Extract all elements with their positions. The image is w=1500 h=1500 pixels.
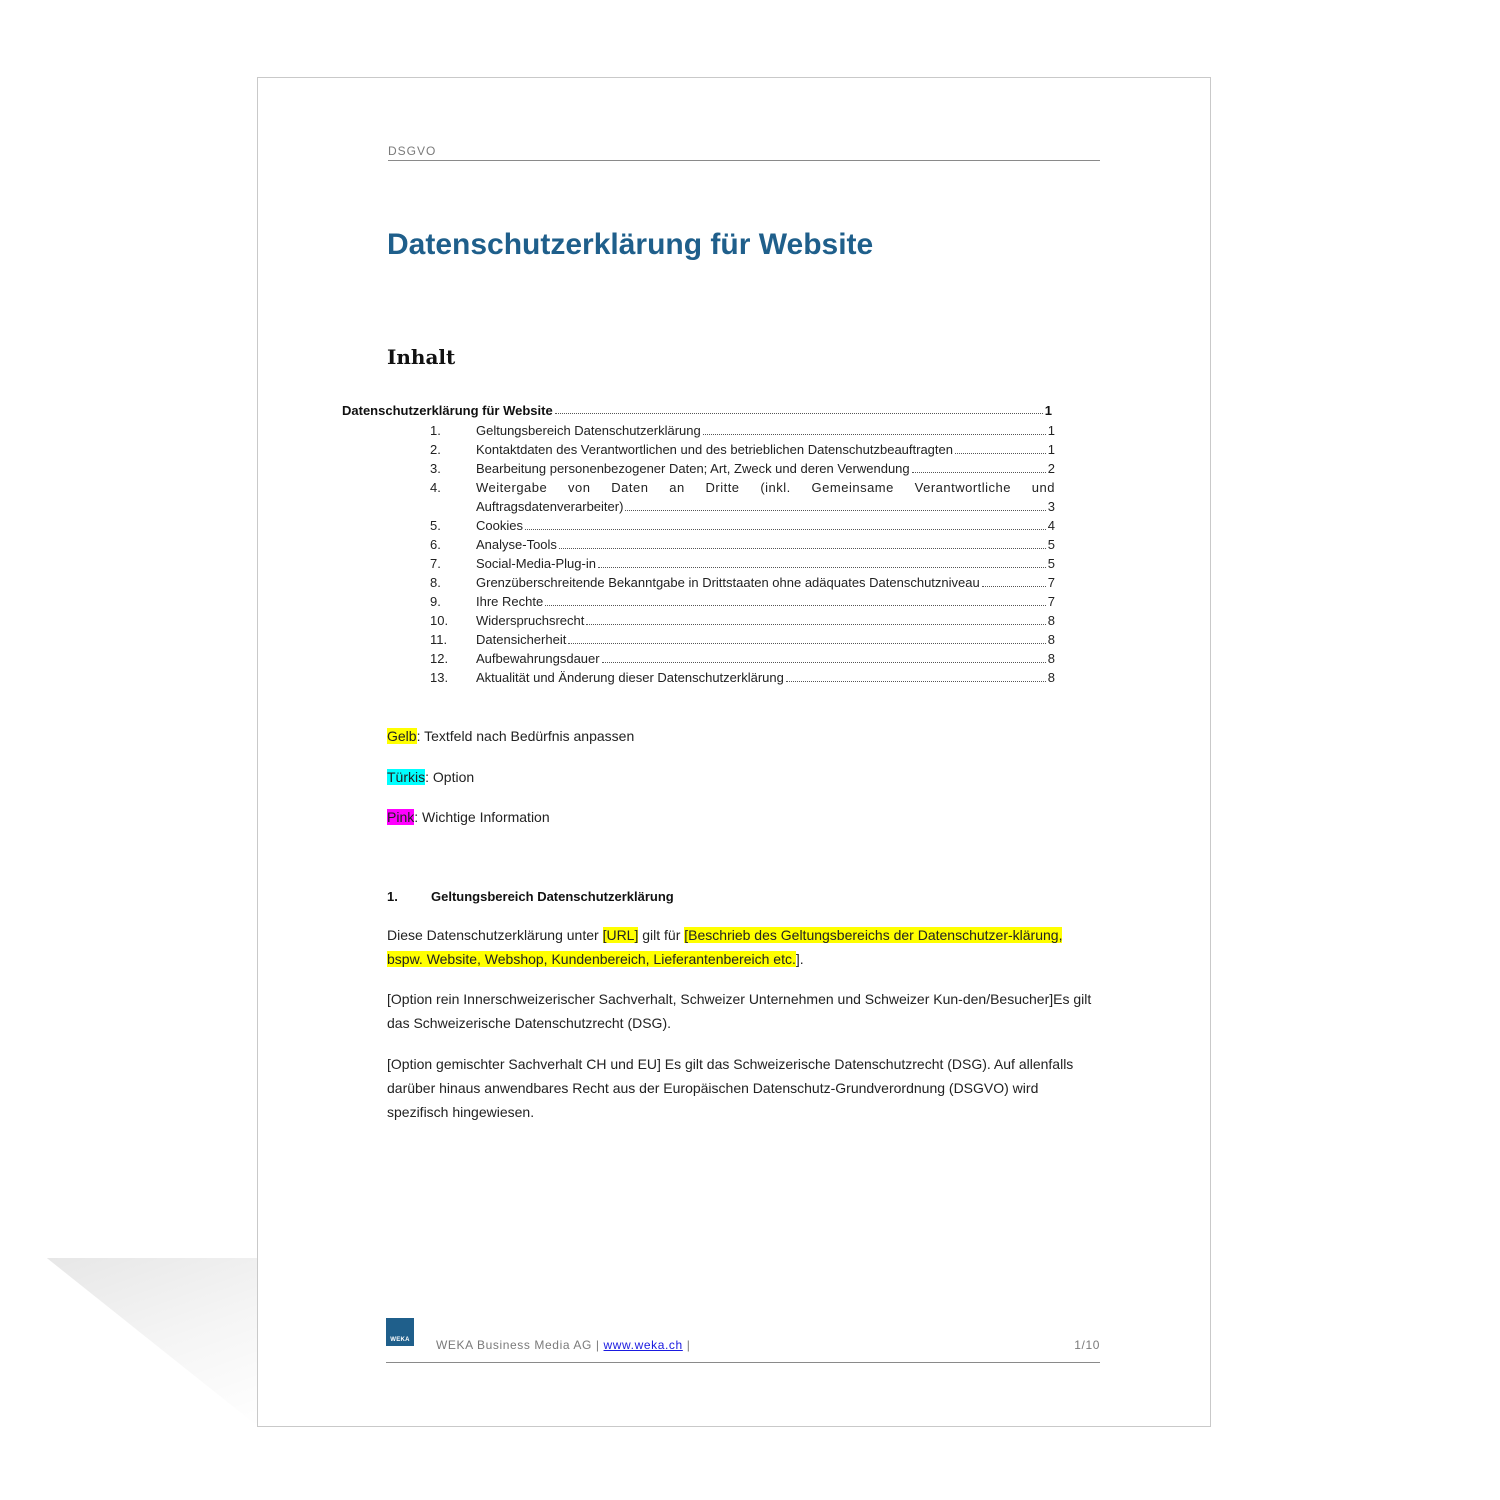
toc-item-number: 9. [430, 594, 441, 609]
legend-desc: : Option [425, 769, 475, 785]
toc-dots [602, 649, 1046, 663]
toc-item[interactable] [430, 573, 1055, 592]
scope-placeholder: [Beschrieb des Geltungsbereichs der Datenschutzer-klärung, bspw. Website, Webshop, Kundenbereich, Lieferantenbereich etc. [387, 927, 1063, 967]
toc-item[interactable] [430, 516, 1055, 535]
document-title: Datenschutzerklärung für Website [387, 228, 874, 261]
toc-item[interactable] [430, 554, 1055, 573]
toc-item-page: 7 [1047, 594, 1055, 609]
toc-item[interactable] [430, 440, 1055, 459]
section-1-heading [387, 889, 674, 904]
weka-logo: WEKA [386, 1318, 414, 1346]
toc-item-number: 4. [430, 480, 441, 495]
footer-website-link[interactable]: www.weka.ch [603, 1338, 683, 1352]
toc-item-number: 13. [430, 670, 449, 685]
paragraph-text: ]. [795, 951, 804, 967]
toc-item-text: Weitergabe von Daten an Dritte (inkl. Gemeinsame Verantwortliche und [476, 480, 1055, 495]
toc-item-number: 10. [430, 613, 449, 628]
toc-item-text: Social-Media-Plug-in [476, 556, 596, 571]
toc-item-number: 12. [430, 651, 449, 666]
legend-yellow [387, 728, 634, 744]
footer-text [436, 1338, 690, 1352]
toc-item-page: 8 [1047, 613, 1055, 628]
section-number: 1. [387, 889, 398, 904]
url-placeholder: [URL] [602, 927, 639, 943]
toc-item-text: Aktualität und Änderung dieser Datenschutzerklärung [476, 670, 784, 685]
toc-dots [586, 611, 1045, 625]
toc-main-page: 1 [1044, 403, 1052, 418]
toc-item-text: Kontaktdaten des Verantwortlichen und des betrieblichen Datenschutzbeauftragten [476, 442, 953, 457]
page-shadow [0, 1258, 260, 1428]
toc-item-number: 8. [430, 575, 441, 590]
toc-item-text: Aufbewahrungsdauer [476, 651, 600, 666]
toc-item-number: 11. [430, 632, 448, 647]
page-number: 1/10 [1074, 1338, 1100, 1352]
toc-item-page: 7 [1047, 575, 1055, 590]
toc-item-page: 2 [1047, 461, 1055, 476]
toc-item-page: 5 [1047, 556, 1055, 571]
toc-item-page: 4 [1047, 518, 1055, 533]
document-page [257, 77, 1211, 1427]
toc-item-text: Geltungsbereich Datenschutzerklärung [476, 423, 701, 438]
toc-dots [625, 497, 1045, 511]
toc-dots [525, 516, 1046, 530]
legend-key-yellow: Gelb [387, 728, 417, 744]
toc-item-text: Analyse-Tools [476, 537, 557, 552]
page-footer [386, 1318, 1100, 1363]
footer-separator: | [682, 1338, 691, 1352]
toc-item-text: Grenzüberschreitende Bekanntgabe in Drittstaaten ohne adäquates Datenschutzniveau [476, 575, 980, 590]
toc-dots [982, 573, 1046, 587]
legend-cyan [387, 769, 474, 785]
toc-dots [703, 421, 1046, 435]
paragraph-text: gilt für [638, 927, 685, 943]
toc-dots [786, 668, 1046, 682]
toc-dots [568, 630, 1045, 644]
toc-item-number: 6. [430, 537, 441, 552]
toc-item[interactable] [430, 459, 1055, 478]
toc-item[interactable] [430, 611, 1055, 630]
toc-item-number: 1. [430, 423, 441, 438]
toc-item-page: 8 [1047, 670, 1055, 685]
toc-item-text: Datensicherheit [476, 632, 567, 647]
legend-key-pink: Pink [387, 809, 415, 825]
paragraph-text: Diese Datenschutzerklärung unter [387, 927, 603, 943]
toc-item-page: 8 [1047, 651, 1055, 666]
toc-dots [912, 459, 1046, 473]
toc-item-page: 8 [1047, 632, 1055, 647]
toc-item-text: Bearbeitung personenbezogener Daten; Art, Zweck und deren Verwendung [476, 461, 910, 476]
toc-main-entry[interactable] [342, 402, 1052, 419]
toc-item[interactable] [430, 592, 1055, 611]
section-1-paragraph-3: [Option gemischter Sachverhalt CH und EU] Es gilt das Schweizerische Datenschutzrecht (DSG). Auf allenfalls darüber hinaus anwendbares Recht aus der Europäischen Datenschutz-Grundverordnung (DSGVO) wird spezifisch hingewiesen. [387, 1056, 1074, 1120]
legend-desc: : Textfeld nach Bedürfnis anpassen [416, 728, 635, 744]
toc-item[interactable] [430, 630, 1055, 649]
toc-dots [955, 440, 1046, 454]
toc-main-text: Datenschutzerklärung für Website [342, 403, 553, 418]
page-header: DSGVO [388, 144, 1100, 161]
toc-dots [559, 535, 1046, 549]
toc-item[interactable] [430, 668, 1055, 687]
section-title: Geltungsbereich Datenschutzerklärung [431, 889, 674, 904]
toc-item-page: 1 [1047, 423, 1055, 438]
toc-dots [598, 554, 1046, 568]
toc-item[interactable] [430, 535, 1055, 554]
toc-item-number: 2. [430, 442, 441, 457]
toc-item-page: 3 [1047, 499, 1055, 514]
toc-item-number: 7. [430, 556, 441, 571]
toc-list [430, 421, 1055, 687]
toc-item-page: 1 [1047, 442, 1055, 457]
toc-item-number: 5. [430, 518, 441, 533]
toc-item[interactable] [430, 649, 1055, 668]
section-1-paragraph-2: [Option rein Innerschweizerischer Sachverhalt, Schweizer Unternehmen und Schweizer Kun-den/Besucher]Es gilt das Schweizerische Datenschutzrecht (DSG). [387, 991, 1092, 1031]
toc-item-number: 3. [430, 461, 441, 476]
toc-item-text: Widerspruchsrecht [476, 613, 585, 628]
toc-item-page: 5 [1047, 537, 1055, 552]
legend-desc: : Wichtige Information [414, 809, 550, 825]
toc-item[interactable] [430, 478, 1055, 516]
toc-heading: Inhalt [387, 345, 456, 369]
toc-dots [545, 592, 1046, 606]
toc-item-text: Cookies [476, 518, 523, 533]
legend-pink [387, 809, 550, 825]
footer-company: WEKA Business Media AG | [436, 1338, 604, 1352]
toc-item-text-continued: Auftragsdatenverarbeiter) [476, 499, 624, 514]
legend-key-cyan: Türkis [387, 769, 426, 785]
section-1-paragraph-1 [387, 923, 1095, 971]
toc-dots [555, 402, 1043, 414]
toc-item-text: Ihre Rechte [476, 594, 544, 609]
toc-item[interactable] [430, 421, 1055, 440]
